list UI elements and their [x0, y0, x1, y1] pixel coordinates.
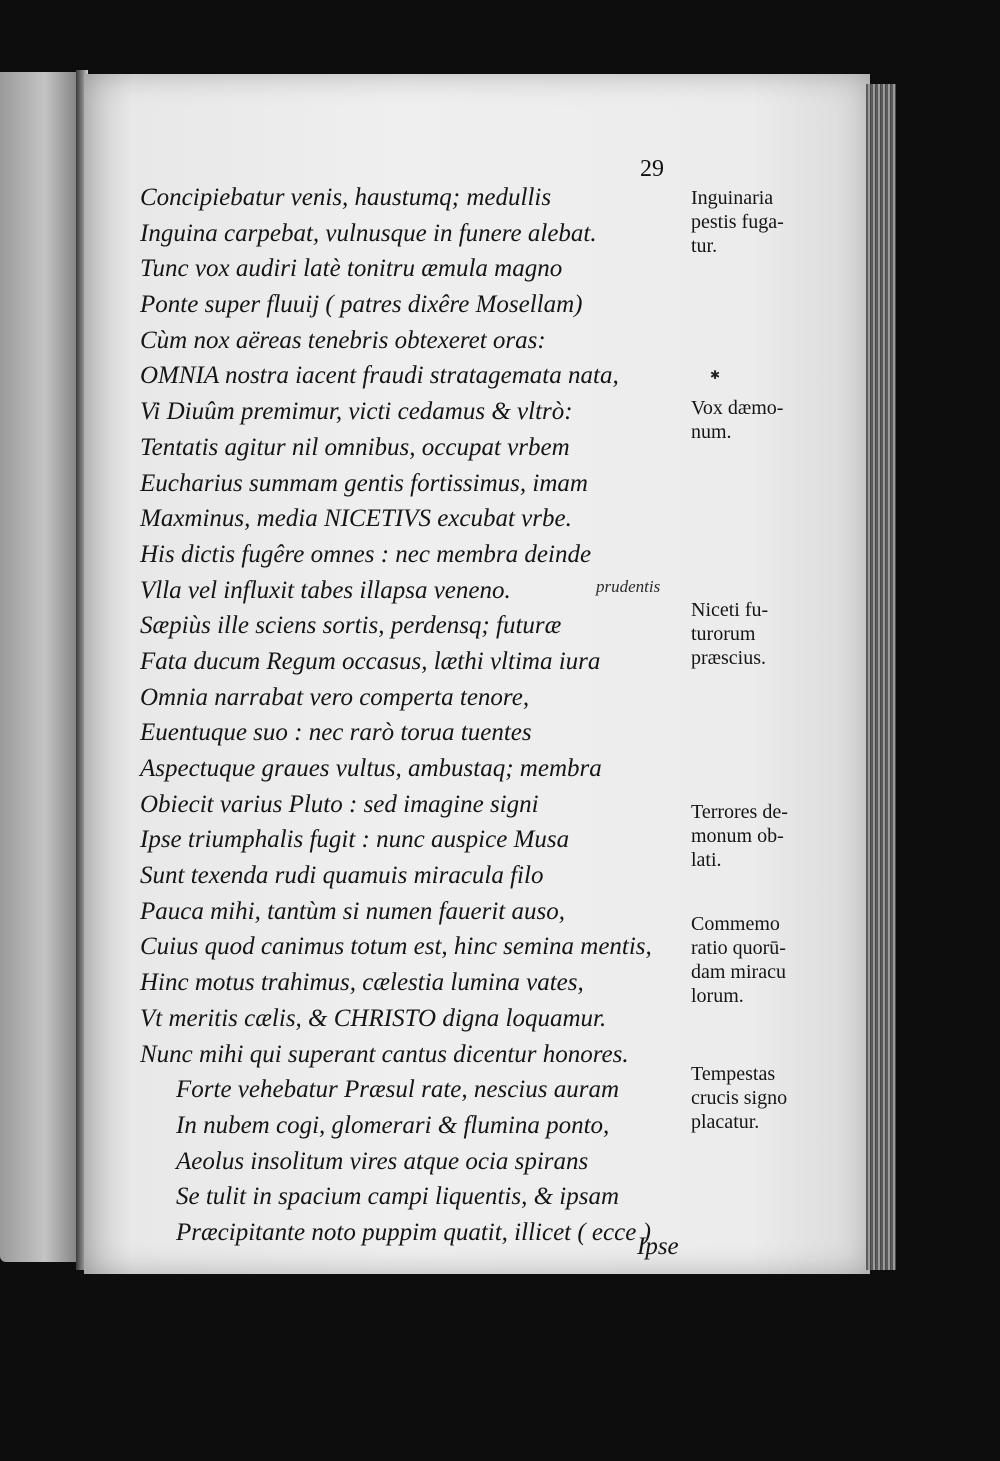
verse-line: Vlla vel influxit tabes illapsa veneno. [140, 576, 511, 604]
verse-line: Præcipitante noto puppim quatit, illicet ( ecce ) [176, 1218, 651, 1246]
margin-note-line: præscius. [691, 647, 766, 669]
margin-note [691, 800, 831, 872]
margin-note [691, 598, 831, 670]
verse-line: His dictis fugêre omnes : nec membra deinde [140, 540, 592, 568]
verse-line: Obiecit varius Pluto : sed imagine signi [140, 790, 539, 818]
verse-line: Vi Diuûm premimur, victi cedamus & vltrò: [140, 398, 573, 426]
margin-note [691, 396, 831, 444]
page-stack-edge [866, 84, 896, 1270]
verse-line: Nunc mihi qui superant cantus dicentur honores. [140, 1040, 629, 1068]
margin-note [691, 1062, 831, 1134]
margin-note [691, 912, 831, 1008]
verse-line: Ipse triumphalis fugit : nunc auspice Musa [140, 826, 570, 854]
verse-line: Hinc motus trahimus, cælestia lumina vates, [140, 969, 584, 997]
margin-note-line: Niceti fu- [691, 599, 769, 621]
verse-line: Vt meritis cælis, & CHRISTO digna loquamur. [140, 1004, 607, 1032]
verse-line: Concipiebatur venis, haustumq; medullis [140, 184, 552, 211]
verse-line: Tentatis agitur nil omnibus, occupat vrbem [140, 433, 570, 461]
margin-note-line: placatur. [691, 1111, 760, 1133]
verse-line: Cùm nox aëreas tenebris obtexeret oras: [140, 326, 546, 354]
margin-note-line: lati. [691, 849, 722, 871]
verse-line: Forte vehebatur Præsul rate, nescius auram [176, 1076, 620, 1104]
facing-page-edge [0, 72, 82, 1262]
margin-note-line: Tempestas [691, 1063, 776, 1085]
margin-note-line: pestis fuga- [691, 211, 784, 233]
margin-note-line: Terrores de- [691, 801, 788, 823]
verse-line: Pauca mihi, tantùm si numen fauerit auso, [140, 897, 565, 925]
margin-note-line: crucis signo [691, 1087, 788, 1109]
margin-note-line: lorum. [691, 985, 744, 1007]
verse-line: Eucharius summam gentis fortissimus, imam [140, 469, 588, 497]
verse-line: Aeolus insolitum vires atque ocia spirans [176, 1147, 589, 1175]
verse-line: Maxminus, media NICETIVS excubat vrbe. [140, 505, 572, 533]
margin-note-line: num. [691, 421, 732, 443]
verse-line: Omnia narrabat vero comperta tenore, [140, 683, 530, 711]
verse-line: Fata ducum Regum occasus, læthi vltima iura [140, 647, 601, 675]
handwritten-annotation: prudentis [596, 577, 661, 596]
margin-note [691, 186, 831, 258]
margin-note-line: ratio quorū- [691, 937, 786, 959]
verse-block [140, 180, 700, 1251]
verse-line: Se tulit in spacium campi liquentis, & ipsam [176, 1183, 620, 1211]
margin-note-line: turorum [691, 623, 756, 645]
verse-line: Tunc vox audiri latè tonitru æmula magno [140, 255, 563, 283]
margin-note-line: Inguinaria [691, 187, 774, 209]
page-number: 29 [640, 156, 664, 182]
verse-line: Ponte super fluuij ( patres dixêre Mosellam) [140, 291, 583, 319]
verse-line: In nubem cogi, glomerari & flumina ponto, [176, 1111, 610, 1139]
margin-note-line: dam miracu [691, 961, 786, 983]
verse-line: Sunt texenda rudi quamuis miracula filo [140, 862, 544, 890]
margin-note-line: monum ob- [691, 825, 784, 847]
verse-line: Aspectuque graues vultus, ambustaq; membra [140, 755, 602, 782]
margin-note-line: Commemo [691, 913, 780, 935]
margin-mark: ✱ [710, 368, 721, 382]
verse-line: OMNIA nostra iacent fraudi stratagemata nata, [140, 362, 619, 390]
catchword: Ipse [637, 1233, 679, 1260]
margin-note-line: tur. [691, 235, 718, 257]
verse-line: Inguina carpebat, vulnusque in funere alebat. [140, 219, 597, 247]
margin-note-line: Vox dæmo- [691, 397, 784, 419]
verse-line: Euentuque suo : nec rarò torua tuentes [140, 719, 532, 747]
verse-line: Sæpiùs ille sciens sortis, perdensq; futuræ [140, 612, 562, 640]
verse-line: Cuius quod canimus totum est, hinc semina mentis, [140, 933, 652, 961]
